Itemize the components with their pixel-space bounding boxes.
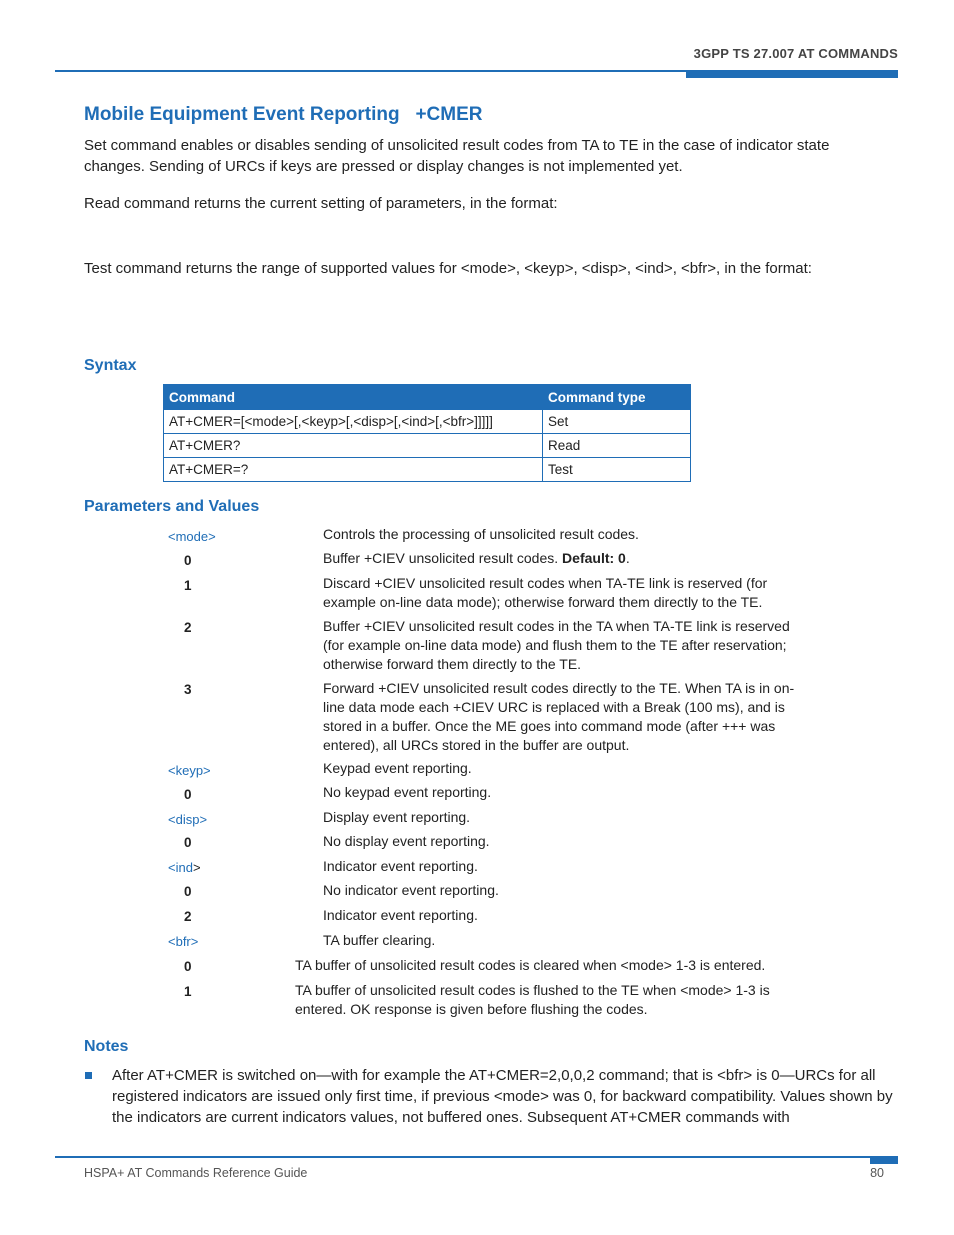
param-value-desc: No indicator event reporting.	[323, 882, 499, 898]
param-value: 1	[184, 578, 192, 593]
param-value-desc: Buffer +CIEV unsolicited result codes in the TA when TA-TE link is reserved (for example on-line data mode) and flush them to the TE after reservation; otherwise forward them directly to the TE.	[323, 618, 790, 672]
syntax-table	[163, 384, 691, 482]
param-value: 0	[184, 884, 192, 899]
param-value-desc: TA buffer of unsolicited result codes is flushed to the TE when <mode> 1-3 is entered. OK response is given before flushing the codes.	[295, 982, 770, 1017]
param-name-ind-text: <ind	[168, 860, 193, 875]
command-type-cell: Read	[543, 434, 691, 458]
param-desc-keyp: Keypad event reporting.	[323, 760, 472, 776]
param-value-desc: TA buffer of unsolicited result codes is cleared when <mode> 1-3 is entered.	[295, 957, 766, 973]
param-value: 3	[184, 682, 192, 697]
command-type-cell: Set	[543, 410, 691, 434]
param-value-desc	[323, 549, 803, 568]
value-desc-text: Buffer +CIEV unsolicited result codes.	[323, 550, 563, 566]
param-name-ind	[168, 860, 201, 875]
param-value-desc: No display event reporting.	[323, 833, 490, 849]
page-title: Mobile Equipment Event Reporting +CMER	[84, 104, 483, 125]
parameters-heading: Parameters and Values	[84, 498, 260, 515]
param-desc-ind: Indicator event reporting.	[323, 858, 478, 874]
header-accent-bar	[686, 70, 898, 78]
param-value: 0	[184, 787, 192, 802]
syntax-heading: Syntax	[84, 357, 137, 374]
intro-set-paragraph: Set command enables or disables sending of unsolicited result codes from TA to TE in the case of indicator state changes. Sending of URCs if keys are pressed or display changes is not implemented yet.	[84, 137, 830, 175]
syntax-table-header	[164, 385, 691, 410]
command-cell: AT+CMER=?	[164, 458, 543, 482]
param-name-bfr: <bfr>	[168, 934, 199, 949]
notes-heading: Notes	[84, 1038, 129, 1055]
param-name-ind-close: >	[192, 860, 201, 875]
page-number: 80	[870, 1166, 884, 1180]
param-value-desc: Indicator event reporting.	[323, 907, 478, 923]
param-value: 0	[184, 835, 192, 850]
default-label: Default: 0	[562, 550, 626, 566]
command-cell: AT+CMER=[<mode>[,<keyp>[,<disp>[,<ind>[,<bfr>]]]]]	[164, 410, 543, 434]
bullet-square-icon	[85, 1072, 92, 1079]
table-row	[164, 434, 691, 458]
param-value-desc: Discard +CIEV unsolicited result codes when TA-TE link is reserved (for example on-line data mode); otherwise forward them directly to the TE.	[323, 575, 768, 610]
param-value-desc: Forward +CIEV unsolicited result codes directly to the TE. When TA is in on-line data mode each +CIEV URC is replaced with a Break (100 ms), and is stored in a buffer. Once the ME goes into command mode (after +++ was entered), all URCs stored in the buffer are output.	[323, 680, 795, 753]
param-desc-mode: Controls the processing of unsolicited result codes.	[323, 526, 639, 542]
footer-rule	[55, 1156, 898, 1158]
param-value: 1	[184, 984, 192, 999]
param-desc-disp: Display event reporting.	[323, 809, 471, 825]
param-name-disp: <disp>	[168, 812, 208, 827]
footer-accent-bar	[870, 1156, 898, 1164]
param-value: 2	[184, 909, 192, 924]
param-value-desc: No keypad event reporting.	[323, 784, 492, 800]
param-value: 2	[184, 620, 192, 635]
value-desc-tail: .	[625, 550, 630, 566]
command-cell: AT+CMER?	[164, 434, 543, 458]
param-value: 0	[184, 959, 192, 974]
table-row	[164, 458, 691, 482]
note-item: After AT+CMER is switched on—with for example the AT+CMER=2,0,0,2 command; that is <bfr> is 0—URCs for all registered indicators are issued only first time, if previous <mode> was 0, for backward compatibility. Values shown by the indicators are current indicators values, not buffered ones. Subsequent AT+CMER commands with	[112, 1067, 893, 1126]
intro-read-paragraph: Read command returns the current setting of parameters, in the format:	[84, 195, 558, 212]
table-row	[164, 410, 691, 434]
intro-test-paragraph: Test command returns the range of supported values for <mode>, <keyp>, <disp>, <ind>, <bfr>, in the format:	[84, 260, 812, 277]
command-type-cell: Test	[543, 458, 691, 482]
param-value: 0	[184, 553, 192, 568]
header-section-title: 3GPP TS 27.007 AT COMMANDS	[693, 46, 898, 61]
param-desc-bfr: TA buffer clearing.	[323, 932, 436, 948]
column-header-command-type: Command type	[543, 385, 691, 410]
column-header-command: Command	[164, 385, 543, 410]
footer-doc-title: HSPA+ AT Commands Reference Guide	[84, 1166, 308, 1180]
param-name-mode: <mode>	[168, 529, 216, 544]
param-name-keyp: <keyp>	[168, 763, 211, 778]
